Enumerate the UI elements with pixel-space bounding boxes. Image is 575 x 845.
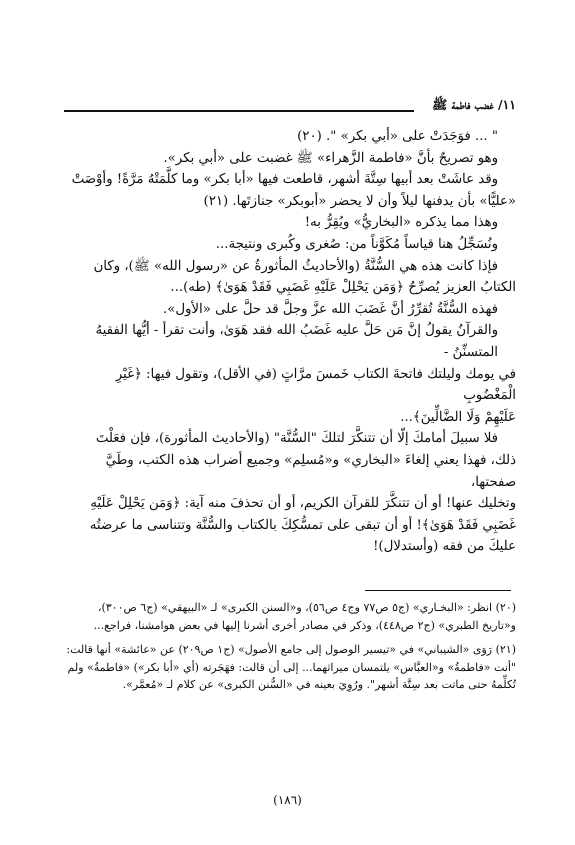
body-line: غَضَبِي فَقَدْ هَوَىٰ﴾! أو أن تبقى على تمسُّكِكَ بالكتاب والسُّنَّة وتتناسى ما عرضتُه (89, 517, 516, 533)
body-line: فهذه السُّنَّةُ تُقرِّرُ أنَّ غَضَبَ الله عزَّ وجلَّ قد حلَّ على «الأول». (162, 301, 498, 317)
body-line: وتخليك عنها! أو أن تتنكَّرَ للقرآن الكريم، أو أن تحذفَ منه آية: ﴿وَمَن يَحْلِلْ عَلَيْهِ (90, 496, 516, 512)
body-line: والقرآنُ يقولُ إنَّ مَن حَلَّ عليه غَضَبُ الله فقد هَوَىٰ، وأنت تقرأ - أيُّها الفقيهُ المتسنِّنُ - (95, 323, 498, 360)
body-line: في يومك وليلتك فاتحةَ الكتاب خَمسَ مرَّاتٍ (في الأقل)، وتقول فيها: ﴿غَيْرِ الْمَغْضُوبِ (115, 366, 516, 404)
body-line: عليكَ من فقه (وأستدلال)! (373, 539, 516, 555)
page-number: (١٨٦) (273, 793, 302, 807)
body-line: وهو تصريحٌ بأنَّ «فاطمة الزَّهراء» ﷺ غضبت على «أبي بكر». (163, 150, 498, 166)
running-title: ١١/ غضب فاطمة ﷺ (432, 97, 516, 112)
footnote-line: و«تاريخ الطبري» (ج٢ ص٤٤٨)، وذكر في مصادر أخرى أشرنا إليها في بعض هوامشنا، فراجع... (93, 618, 516, 632)
footnote-line: (٢٠) انظر: «البخـاري» (ج٥ ص٧٧ وج٤ ص٥٦)، و«السنن الكبرى» لـ «البيهقي» (ج٦ ص٣٠٠)، (97, 601, 516, 614)
header-rule (64, 110, 414, 112)
body-line: الكتابُ العزيز يُصرِّحُ ﴿وَمَن يَحْلِلْ عَلَيْهِ غَضَبِي فَقَدْ هَوَىٰ﴾ (طه)... (170, 280, 516, 296)
body-line: " ... فوَجَدَتْ على «أبي بكر» ". (٢٠) (297, 129, 498, 144)
body-line: وقد عاشَتْ بعد أبيها سِتَّةَ أشهر، قاطعت فيها «أبا بكر» وما كلَّمَتْهُ مَرَّةً! وأوْصَتْ (71, 172, 498, 188)
body-line: «عليًّا» بأن يدفنها ليلاً وأن لا يحضر «أبوبكر» جنازتَها. (٢١) (203, 193, 516, 209)
body-line: فإذا كانت هذه هي السُّنَّةُ (والأحاديثُ المأثورةُ عن «رسول الله» ﷺ)، وكان (93, 258, 498, 274)
body-line: فلا سبيلَ أمامكَ إلّا أن تتنكَّرَ لتلكَ "السُّنَّة" (والأحاديث المأثورة)، فإن فعَلْتَ (95, 431, 498, 447)
footnote-line: (٢١) رَوَى «الشيباني» في «تيسير الوصول إلى جامع الأصول» (ج١ ص٢٠٩) عن «عائشة» أنها قالت: (66, 643, 516, 657)
footnote-rule (365, 590, 511, 591)
body-text (64, 126, 516, 558)
footnotes (64, 599, 516, 694)
footnote-line: تُكلِّمهُ حتى ماتت بعد سِتَّة أشهر". ورُوِيَ بعينه في «السُّنن الكبرى» عن كلام لـ «مُعمَّر». (122, 678, 516, 692)
body-line: ونُسَجِّلُ هنا قياساً مُكَوَّناً من: صُغرى وكُبرى ونتيجة... (215, 236, 498, 252)
body-line: وهذا مما يذكره «البخاريُّ» ويُقِرُّ به! (304, 215, 498, 231)
footnote-line: "أنت «فاطمةُ» و«العبَّاس» يلتمسان ميراثهما... إلى أن قالت: فهَجَرته (أي «أبا بكر») «فاطمةُ» ولم (67, 660, 516, 674)
body-line: عَلَيْهِمْ وَلَا الضَّالِّينَ﴾... (400, 409, 516, 425)
body-line: ذلك، فهذا يعني إلغاءَ «البخاري» و«مُسلِم» وجميع أضراب هذه الكتب، وطَيَّ صفحتها، (105, 452, 516, 490)
running-header (64, 97, 516, 115)
